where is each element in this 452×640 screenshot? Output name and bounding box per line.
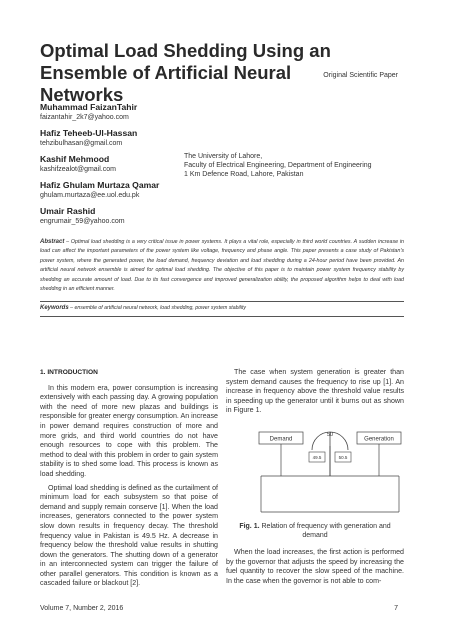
paragraph: Optimal load shedding is defined as the curtailment of minimum load for each subsystem so that poise of demand and supply remain conserve [1]. When the load increases, generators connected to the power system slow down results in frequency decay. The threshold frequency value in Pakistan is 49.5 Hz. A decrease in frequency below the threshold value results in shutting down the generators. The shutting down of a generator in an interconnected system can trigger the failure of other parallel generators. This condition is known as a cascaded failure or blackout [2].: [40, 483, 218, 588]
divider: [40, 316, 404, 317]
affiliation-line: Faculty of Electrical Engineering, Department of Engineering: [184, 162, 372, 170]
footer-volume: Volume 7, Number 2, 2016: [40, 605, 124, 612]
author-email[interactable]: engrumair_59@yahoo.com: [40, 218, 125, 225]
author-entry: [40, 180, 190, 201]
left-frequency-value: 49.5: [312, 455, 322, 460]
author-email[interactable]: tehzibulhasan@gmail.com: [40, 140, 123, 147]
figure-caption-label: Fig. 1.: [239, 523, 260, 530]
abstract: [40, 238, 404, 294]
right-column-top: [226, 368, 404, 420]
affiliation: [184, 152, 372, 180]
center-frequency-value: 50: [326, 432, 334, 438]
author-name: Kashif Mehmood: [40, 154, 110, 164]
paper-title: Optimal Load Shedding Using an Ensemble of Artificial Neural Networks: [40, 40, 331, 105]
affiliation-line: 1 Km Defence Road, Lahore, Pakistan: [184, 171, 304, 179]
author-name: Umair Rashid: [40, 206, 96, 216]
author-entry: [40, 154, 190, 175]
author-name: Hafiz Teheeb-Ul-Hassan: [40, 128, 138, 138]
abstract-text: – Optimal load shedding is a very critical issue in power systems. It plays a vital role, especially in third world countries. A sudden increase in load can affect the important parameters of the power system like voltage, frequency and phase angle. This paper presents a case study of Pakistan's power system, where the generated power, the load demand, frequency deviation and load shedding during a 24-hour period have been provided. An artificial neural network ensemble is aimed for optimal load shedding. The objective of this paper is to maintain power system frequency stability by shedding an accurate amount of load. Due to its fast convergence and improved generalization ability, the proposed algorithm helps to deal with load shedding in an efficient manner.: [40, 239, 404, 293]
author-email[interactable]: faizantahir_2k7@yahoo.com: [40, 114, 129, 121]
divider: [40, 301, 404, 302]
paragraph: The case when system generation is greater than system demand causes the frequency to rise up [1]. An increase in frequency above the threshold value results in speeding up the generator until it burns out as shown in Figure 1.: [226, 368, 404, 415]
figure-caption-text: Relation of frequency with generation and demand: [259, 523, 391, 540]
figure-caption: [226, 522, 404, 541]
figure-balance-diagram: [257, 426, 403, 516]
paper-type-label: Original Scientific Paper: [323, 72, 398, 79]
demand-label: Demand: [269, 436, 293, 443]
right-column-bottom: [226, 548, 404, 590]
section-heading: 1. INTRODUCTION: [40, 369, 98, 376]
keywords-label: Keywords: [40, 305, 69, 311]
generation-label: Generation: [364, 436, 394, 443]
right-frequency-value: 50.5: [338, 455, 348, 460]
author-entry: [40, 128, 190, 149]
author-entry: [40, 102, 190, 123]
paragraph: In this modern era, power consumption is increasing extensively with each passing day. A growing population with the need of more new plazas and buildings is responsible for greater energy consumption. An increase in power demand requires construction of more and more grids, and third world countries do not have enough resources to cope with this problem. The method to deal with this problem in order to gain system stability is to shed some load. This process is known as load shedding.: [40, 383, 218, 478]
author-entry: [40, 206, 190, 227]
left-column: [40, 368, 218, 593]
author-email[interactable]: kashifzealot@gmail.com: [40, 166, 116, 173]
abstract-label: Abstract: [40, 239, 65, 245]
author-list: [40, 102, 190, 232]
footer-page-number: 7: [394, 605, 398, 612]
author-name: Muhammad FaizanTahir: [40, 102, 138, 112]
keywords-text: – ensemble of artificial neural network, load shedding, power system stability: [68, 305, 247, 311]
author-email[interactable]: ghulam.murtaza@ee.uol.edu.pk: [40, 192, 140, 199]
keywords: [40, 305, 404, 311]
author-name: Hafiz Ghulam Murtaza Qamar: [40, 180, 160, 190]
affiliation-line: The University of Lahore,: [184, 153, 263, 160]
paragraph: When the load increases, the first action is performed by the governor that adjusts the speed by increasing the fuel quantity to recover the slow speed of the machine. In the case when the governor is not able to com-: [226, 548, 404, 585]
